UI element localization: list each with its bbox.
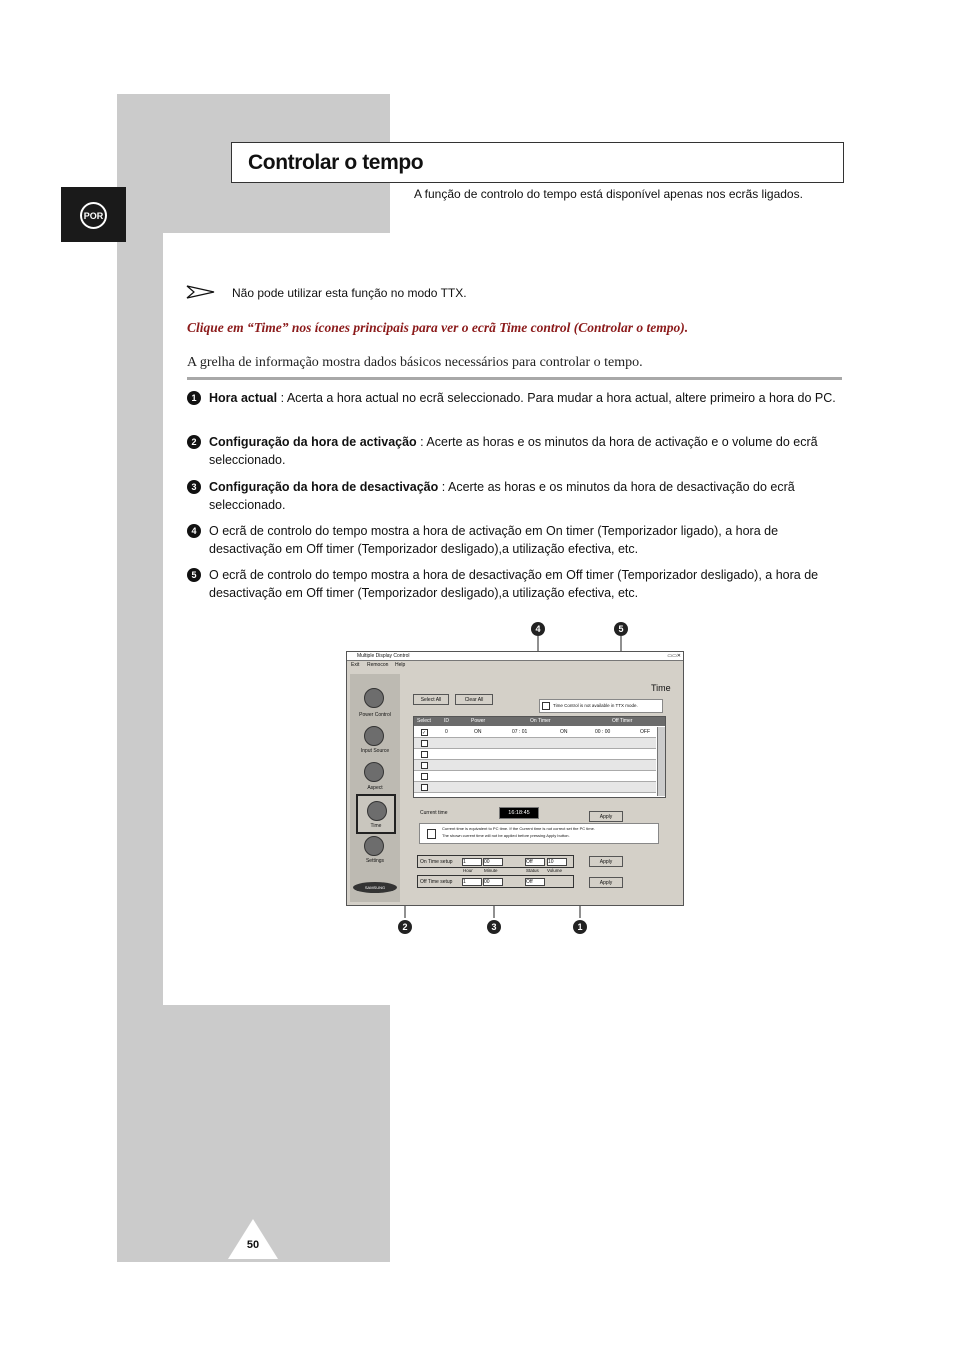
- callout-1: 1: [573, 920, 587, 934]
- input-source-icon[interactable]: [364, 726, 384, 746]
- item-text: O ecrã de controlo do tempo mostra a hora de desactivação em Off timer (Temporizador desligado), a hora de desactivação em Off timer (Temporizador desligado),a utilização efectiva, etc.: [209, 568, 819, 600]
- power-control-icon[interactable]: [364, 688, 384, 708]
- col-on-timer: On Timer: [530, 718, 551, 724]
- on-time-setup-row: [417, 855, 574, 868]
- col-select: Select: [417, 718, 431, 724]
- sidebar-item-time-selected[interactable]: [356, 794, 396, 834]
- apply-current-time-button[interactable]: Apply: [589, 811, 623, 822]
- field-label-volume: Volume: [547, 868, 563, 873]
- off-time-setup-label: Off Time setup: [420, 879, 453, 885]
- info-message: Time Control is not available in TTX mode.: [553, 703, 638, 708]
- item-term: Configuração da hora de desactivação: [209, 480, 439, 494]
- note-icon: [427, 829, 436, 839]
- item-text: : Acerte as horas e os minutos da hora de desactivação do ecrã seleccionado.: [209, 480, 795, 512]
- sidebar-item-power: Power Control: [359, 712, 391, 718]
- info-message-box: [539, 699, 663, 713]
- window-controls-icon[interactable]: ▭▭✕: [667, 653, 681, 659]
- field-label-status: Status: [526, 868, 539, 873]
- instruction: Clique em “Time” nos ícones principais para ver o ecrã Time control (Controlar o tempo).: [187, 320, 689, 335]
- row-checkbox[interactable]: [421, 751, 428, 758]
- row-checkbox[interactable]: [421, 740, 428, 747]
- table-row[interactable]: [414, 760, 656, 771]
- current-time-notes: [419, 823, 659, 844]
- field-label-minute: Minute: [484, 868, 498, 873]
- table-row[interactable]: [414, 738, 656, 749]
- field-label-hour: Hour: [463, 868, 473, 873]
- note-icon: [542, 702, 550, 710]
- apply-on-time-button[interactable]: Apply: [589, 856, 623, 867]
- item-number: 5: [187, 568, 201, 582]
- on-time-setup-label: On Time setup: [420, 859, 453, 865]
- menu-bar: [347, 661, 683, 669]
- panel-title: Time: [651, 683, 671, 693]
- window-titlebar: [347, 652, 683, 661]
- item-number: 3: [187, 480, 201, 494]
- sidebar-item-settings: Settings: [365, 858, 385, 864]
- menu-remocon[interactable]: Remocon: [367, 662, 389, 668]
- samsung-logo: SAMSUNG: [353, 882, 397, 893]
- cell-off-status: OFF: [640, 729, 650, 735]
- col-off-timer: Off Timer: [612, 718, 633, 724]
- off-minute-select[interactable]: 00: [483, 878, 503, 886]
- grid-header: [414, 717, 665, 726]
- callout-3: 3: [487, 920, 501, 934]
- item-number: 1: [187, 391, 201, 405]
- intro-text: A grelha de informação mostra dados básicos necessários para controlar o tempo.: [187, 355, 643, 370]
- current-time-label: Current time: [420, 810, 448, 816]
- table-row[interactable]: [414, 782, 656, 793]
- on-minute-select[interactable]: 00: [483, 858, 503, 866]
- on-volume-select[interactable]: 10: [547, 858, 567, 866]
- off-hour-select[interactable]: 1: [462, 878, 482, 886]
- row-checkbox[interactable]: [421, 773, 428, 780]
- timer-grid: [413, 716, 666, 798]
- settings-icon[interactable]: [364, 836, 384, 856]
- current-time-value: 16:18:45: [499, 807, 539, 819]
- note-line-2: The shown current time will not be applied before pressing Apply button.: [442, 833, 570, 838]
- window-title: Multiple Display Control: [357, 653, 410, 659]
- cell-on-status: ON: [560, 729, 568, 735]
- cell-power: ON: [474, 729, 482, 735]
- app-sidebar: [350, 674, 400, 902]
- page-title: Controlar o tempo: [248, 151, 424, 174]
- note-line-1: Current time is equivalent to PC time. If the Current time is not correct set the PC time.: [442, 826, 595, 831]
- note-text: Não pode utilizar esta função no modo TTX.: [232, 286, 467, 300]
- grid-scrollbar[interactable]: [657, 727, 665, 796]
- col-id: ID: [444, 718, 449, 724]
- item-term: Configuração da hora de activação: [209, 435, 417, 449]
- row-checkbox[interactable]: [421, 784, 428, 791]
- cell-off-time: 00 : 00: [595, 729, 611, 735]
- row-checkbox[interactable]: ✓: [422, 730, 427, 736]
- callout-2: 2: [398, 920, 412, 934]
- item-text: O ecrã de controlo do tempo mostra a hora de activação em On timer (Temporizador ligado), a hora de desactivação em Off timer (Temporizador desligado),a utilização efectiva, etc.: [209, 524, 779, 556]
- software-screenshot: [346, 651, 684, 906]
- cell-on-time: 07 : 01: [512, 729, 528, 735]
- off-status-select[interactable]: Off: [525, 878, 545, 886]
- item-text: : Acerte as horas e os minutos da hora de activação e o volume do ecrã seleccionado.: [209, 435, 818, 467]
- page-number: 50: [246, 1239, 260, 1251]
- table-row[interactable]: [414, 727, 656, 738]
- aspect-icon[interactable]: [364, 762, 384, 782]
- row-checkbox[interactable]: [421, 762, 428, 769]
- item-number: 4: [187, 524, 201, 538]
- language-badge: POR: [80, 202, 107, 229]
- menu-exit[interactable]: Exit: [351, 662, 360, 668]
- sidebar-item-time: Time: [370, 823, 382, 829]
- on-hour-select[interactable]: 1: [462, 858, 482, 866]
- select-all-button[interactable]: Select All: [413, 694, 449, 705]
- item-number: 2: [187, 435, 201, 449]
- apply-off-time-button[interactable]: Apply: [589, 877, 623, 888]
- sidebar-item-aspect: Aspect: [367, 785, 383, 791]
- callout-5: 5: [614, 622, 628, 636]
- on-status-select[interactable]: Off: [525, 858, 545, 866]
- sidebar-item-input: Input Source: [360, 748, 390, 754]
- item-term: Hora actual: [209, 391, 278, 405]
- off-time-setup-row: [417, 875, 574, 888]
- time-icon: [367, 801, 387, 821]
- page-subtitle: A função de controlo do tempo está disponível apenas nos ecrãs ligados.: [414, 187, 803, 201]
- table-row[interactable]: [414, 771, 656, 782]
- cell-id: 0: [445, 729, 448, 735]
- menu-help[interactable]: Help: [395, 662, 406, 668]
- table-row[interactable]: [414, 749, 656, 760]
- callout-4: 4: [531, 622, 545, 636]
- col-power: Power: [471, 718, 486, 724]
- item-text: : Acerta a hora actual no ecrã seleccionado. Para mudar a hora actual, altere primeiro a hora do PC.: [277, 391, 836, 405]
- clear-all-button[interactable]: Clear All: [455, 694, 493, 705]
